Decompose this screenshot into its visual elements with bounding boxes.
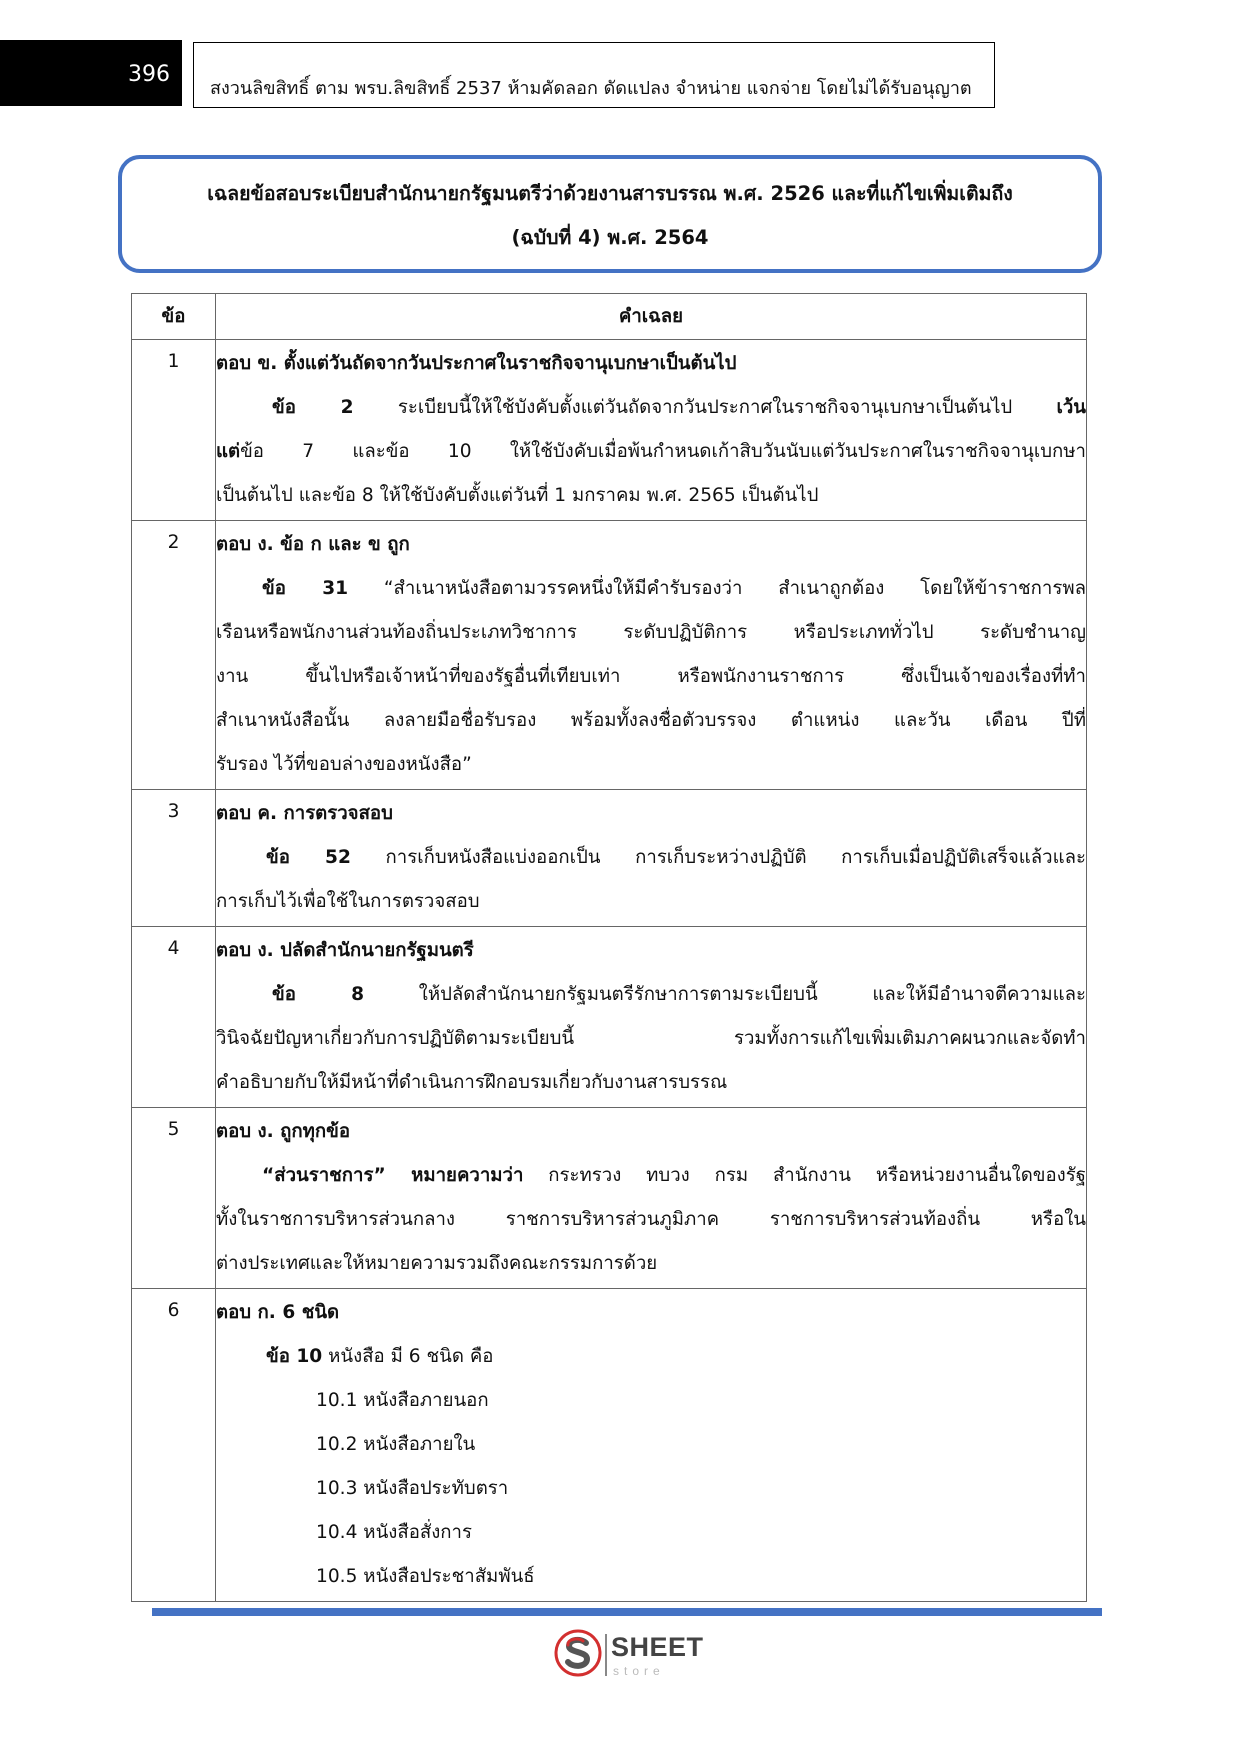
row-answer <box>216 927 1087 1108</box>
list-item: 10.3 หนังสือประทับตรา <box>316 1478 509 1499</box>
footer-rule <box>152 1608 1102 1616</box>
explanation-line: ทั้งในราชการบริหารส่วนกลาง ราชการบริหารส่วนภูมิภาค ราชการบริหารส่วนท้องถิ่น หรือใน <box>216 1209 1086 1230</box>
row-number: 6 <box>132 1289 216 1602</box>
explanation-line: รับรอง ไว้ที่ขอบล่างของหนังสือ” <box>216 754 472 775</box>
answer-choice: ตอบ ง. ปลัดสำนักนายกรัฐมนตรี <box>216 940 474 961</box>
list-item: 10.5 หนังสือประชาสัมพันธ์ <box>316 1566 535 1587</box>
table-row <box>132 521 1087 790</box>
sheet-logo-icon <box>553 1628 603 1678</box>
table-row <box>132 790 1087 927</box>
row-number: 3 <box>132 790 216 927</box>
row-answer <box>216 1108 1087 1289</box>
copyright-notice <box>193 42 995 108</box>
explanation-line: ข้อ 52 การเก็บหนังสือแบ่งออกเป็น การเก็บระหว่างปฏิบัติ การเก็บเมื่อปฏิบัติเสร็จแล้วและ <box>266 847 1086 868</box>
explanation-line: ข้อ 10 หนังสือ มี 6 ชนิด คือ <box>266 1346 494 1367</box>
answer-choice: ตอบ ง. ข้อ ก และ ข ถูก <box>216 534 410 555</box>
table-row <box>132 927 1087 1108</box>
sheet-store-logo <box>553 1628 723 1684</box>
row-number: 1 <box>132 340 216 521</box>
row-number: 5 <box>132 1108 216 1289</box>
list-item: 10.4 หนังสือสั่งการ <box>316 1522 472 1543</box>
answer-table <box>131 293 1087 1602</box>
explanation-line: ต่างประเทศและให้หมายความรวมถึงคณะกรรมการด้วย <box>216 1253 658 1274</box>
logo-text: SHEET <box>611 1632 704 1662</box>
explanation-line: “ส่วนราชการ” หมายความว่า กระทรวง ทบวง กรม สำนักงาน หรือหน่วยงานอื่นใดของรัฐ <box>262 1165 1086 1186</box>
row-answer <box>216 790 1087 927</box>
explanation-line: แต่ข้อ 7 และข้อ 10 ให้ใช้บังคับเมื่อพ้นกำหนดเก้าสิบวันนับแต่วันประกาศในราชกิจจานุเบกษา <box>216 441 1086 462</box>
explanation-line: การเก็บไว้เพื่อใช้ในการตรวจสอบ <box>216 891 480 912</box>
page-number-box <box>0 40 182 106</box>
answer-choice: ตอบ ค. การตรวจสอบ <box>216 803 393 824</box>
row-answer <box>216 340 1087 521</box>
list-item: 10.1 หนังสือภายนอก <box>316 1390 489 1411</box>
explanation-line: สำเนาหนังสือนั้น ลงลายมือชื่อรับรอง พร้อมทั้งลงชื่อตัวบรรจง ตำแหน่ง และวัน เดือน ปีที่ <box>216 710 1086 731</box>
row-answer <box>216 521 1087 790</box>
table-header-row <box>132 294 1087 340</box>
list-item: 10.2 หนังสือภายใน <box>316 1434 476 1455</box>
explanation-line: เรือนหรือพนักงานส่วนท้องถิ่นประเภทวิชาการ ระดับปฏิบัติการ หรือประเภททั่วไป ระดับชำนาญ <box>216 622 1086 643</box>
explanation-line: คำอธิบายกับให้มีหน้าที่ดำเนินการฝึกอบรมเกี่ยวกับงานสารบรรณ <box>216 1072 728 1093</box>
table-row <box>132 340 1087 521</box>
answer-choice: ตอบ ง. ถูกทุกข้อ <box>216 1121 351 1142</box>
row-number: 4 <box>132 927 216 1108</box>
explanation-line: วินิจฉัยปัญหาเกี่ยวกับการปฏิบัติตามระเบียบนี้ รวมทั้งการแก้ไขเพิ่มเติมภาคผนวกและจัดทำ <box>216 1028 1086 1049</box>
explanation-line: งาน ขึ้นไปหรือเจ้าหน้าที่ของรัฐอื่นที่เทียบเท่า หรือพนักงานราชการ ซึ่งเป็นเจ้าของเรื่องที่ทำ <box>216 666 1086 687</box>
document-title <box>118 155 1102 273</box>
copyright-text: สงวนลิขสิทธิ์ ตาม พรบ.ลิขสิทธิ์ 2537 ห้ามคัดลอก ดัดแปลง จำหน่าย แจกจ่าย โดยไม่ได้รับอนุญาต <box>210 78 972 99</box>
explanation-line: ข้อ 2 ระเบียบนี้ให้ใช้บังคับตั้งแต่วันถัดจากวันประกาศในราชกิจจานุเบกษาเป็นต้นไป เว้น <box>272 397 1086 418</box>
table-row <box>132 1289 1087 1602</box>
row-answer <box>216 1289 1087 1602</box>
explanation-line: ข้อ 31 “สำเนาหนังสือตามวรรคหนึ่งให้มีคำรับรองว่า สำเนาถูกต้อง โดยให้ข้าราชการพล <box>262 578 1086 599</box>
answer-choice: ตอบ ก. 6 ชนิด <box>216 1302 340 1323</box>
title-line-1: เฉลยข้อสอบระเบียบสำนักนายกรัฐมนตรีว่าด้วยงานสารบรรณ พ.ศ. 2526 และที่แก้ไขเพิ่มเติมถึง <box>207 182 1013 205</box>
row-number: 2 <box>132 521 216 790</box>
explanation-line: ข้อ 8 ให้ปลัดสำนักนายกรัฐมนตรีรักษาการตามระเบียบนี้ และให้มีอำนาจตีความและ <box>272 984 1086 1005</box>
column-header-answer: คำเฉลย <box>216 294 1087 340</box>
column-header-no: ข้อ <box>132 294 216 340</box>
answer-choice: ตอบ ข. ตั้งแต่วันถัดจากวันประกาศในราชกิจจานุเบกษาเป็นต้นไป <box>216 353 737 374</box>
logo-divider <box>605 1634 607 1676</box>
title-line-2: (ฉบับที่ 4) พ.ศ. 2564 <box>511 226 709 249</box>
table-row <box>132 1108 1087 1289</box>
logo-subtext: store <box>613 1664 665 1678</box>
page-number: 396 <box>128 62 170 87</box>
explanation-line: เป็นต้นไป และข้อ 8 ให้ใช้บังคับตั้งแต่วันที่ 1 มกราคม พ.ศ. 2565 เป็นต้นไป <box>216 485 819 506</box>
